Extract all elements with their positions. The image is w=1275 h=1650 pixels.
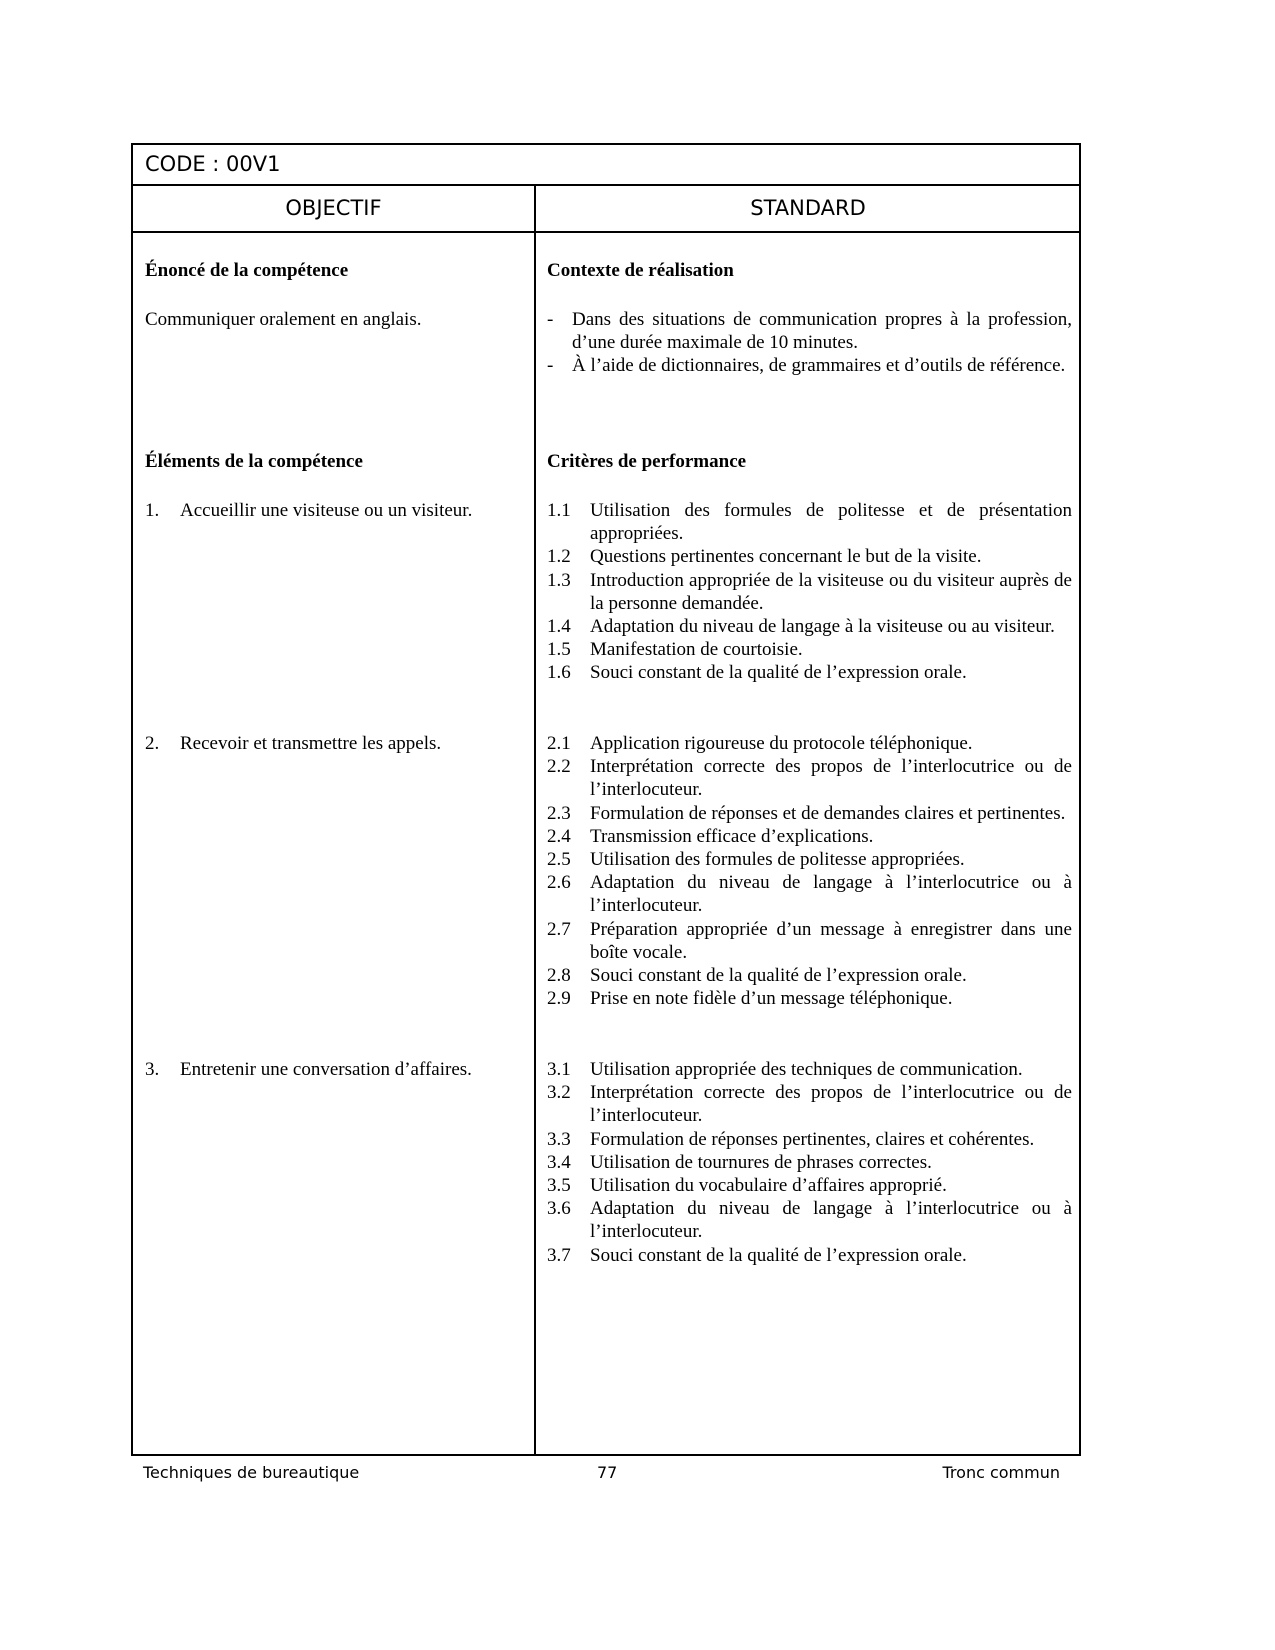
code-label: CODE : 00V1 <box>145 152 281 176</box>
criterion-item: 3.1 Utilisation appropriée des techniques de communication. <box>547 1059 1023 1080</box>
criteria-1 <box>547 499 1072 685</box>
criterion-item: 2.8 Souci constant de la qualité de l’expression orale. <box>547 965 967 987</box>
criterion-item: 3.2 Interprétation correcte des propos de l’interlocutrice ou de l’interlocuteur. <box>547 1082 1072 1127</box>
criterion-item: 2.1 Application rigoureuse du protocole téléphonique. <box>547 733 973 754</box>
criterion-item: 3.4 Utilisation de tournures de phrases correctes. <box>547 1151 932 1173</box>
criterion-item: 1.3 Introduction appropriée de la visiteuse ou du visiteur auprès de la personne demandée. <box>547 569 1072 614</box>
list-item: - À l’aide de dictionnaires, de grammaires et d’outils de référence. <box>547 355 1066 377</box>
criterion-item: 2.5 Utilisation des formules de politesse appropriées. <box>547 849 965 871</box>
page-number: 77 <box>597 1463 618 1482</box>
footer-left: Techniques de bureautique <box>143 1463 360 1482</box>
criterion-item: 2.4 Transmission efficace d’explications. <box>547 825 874 847</box>
criterion-item: 3.7 Souci constant de la qualité de l’expression orale. <box>547 1244 967 1266</box>
enonce-text: Communiquer oralement en anglais. <box>145 309 422 330</box>
criteria-3 <box>547 1058 1072 1267</box>
criterion-item: 1.1 Utilisation des formules de politesse et de présentation appropriées. <box>547 500 1072 545</box>
contexte-heading: Contexte de réalisation <box>547 260 734 281</box>
divider <box>133 231 1079 233</box>
element-2 <box>145 732 525 755</box>
element-item: 3. Entretenir une conversation d’affaires. <box>145 1059 472 1080</box>
criteria-2 <box>547 732 1072 1010</box>
contexte-list <box>547 308 1072 378</box>
criterion-item: 2.6 Adaptation du niveau de langage à l’interlocutrice ou à l’interlocuteur. <box>547 872 1072 917</box>
column-divider <box>534 186 536 1454</box>
criterion-item: 3.3 Formulation de réponses pertinentes, claires et cohérentes. <box>547 1128 1035 1150</box>
element-item: 1. Accueillir une visiteuse ou un visiteur. <box>145 500 473 521</box>
criterion-item: 2.3 Formulation de réponses et de demandes claires et pertinentes. <box>547 802 1066 824</box>
header-objectif: OBJECTIF <box>285 196 382 220</box>
criterion-item: 1.6 Souci constant de la qualité de l’expression orale. <box>547 662 967 684</box>
divider <box>133 184 1079 186</box>
criterion-item: 3.5 Utilisation du vocabulaire d’affaires approprié. <box>547 1175 947 1197</box>
criteres-heading: Critères de performance <box>547 451 747 472</box>
list-item: - Dans des situations de communication propres à la profession, d’une durée maximale de 10 minutes. <box>547 309 1072 354</box>
footer-right: Tronc commun <box>942 1463 1060 1482</box>
header-standard: STANDARD <box>750 196 866 220</box>
criterion-item: 3.6 Adaptation du niveau de langage à l’interlocutrice ou à l’interlocuteur. <box>547 1198 1072 1243</box>
criterion-item: 1.5 Manifestation de courtoisie. <box>547 639 803 661</box>
elements-heading: Éléments de la compétence <box>145 451 363 472</box>
criterion-item: 2.2 Interprétation correcte des propos de l’interlocutrice ou de l’interlocuteur. <box>547 756 1072 801</box>
competency-table <box>131 143 1081 1456</box>
criterion-item: 1.2 Questions pertinentes concernant le but de la visite. <box>547 546 982 568</box>
criterion-item: 2.7 Préparation appropriée d’un message à enregistrer dans une boîte vocale. <box>547 918 1072 963</box>
criterion-item: 2.9 Prise en note fidèle d’un message téléphonique. <box>547 988 953 1010</box>
enonce-heading: Énoncé de la compétence <box>145 260 349 281</box>
element-1 <box>145 499 525 522</box>
element-3 <box>145 1058 525 1081</box>
element-item: 2. Recevoir et transmettre les appels. <box>145 733 442 754</box>
criterion-item: 1.4 Adaptation du niveau de langage à la visiteuse ou au visiteur. <box>547 616 1055 638</box>
